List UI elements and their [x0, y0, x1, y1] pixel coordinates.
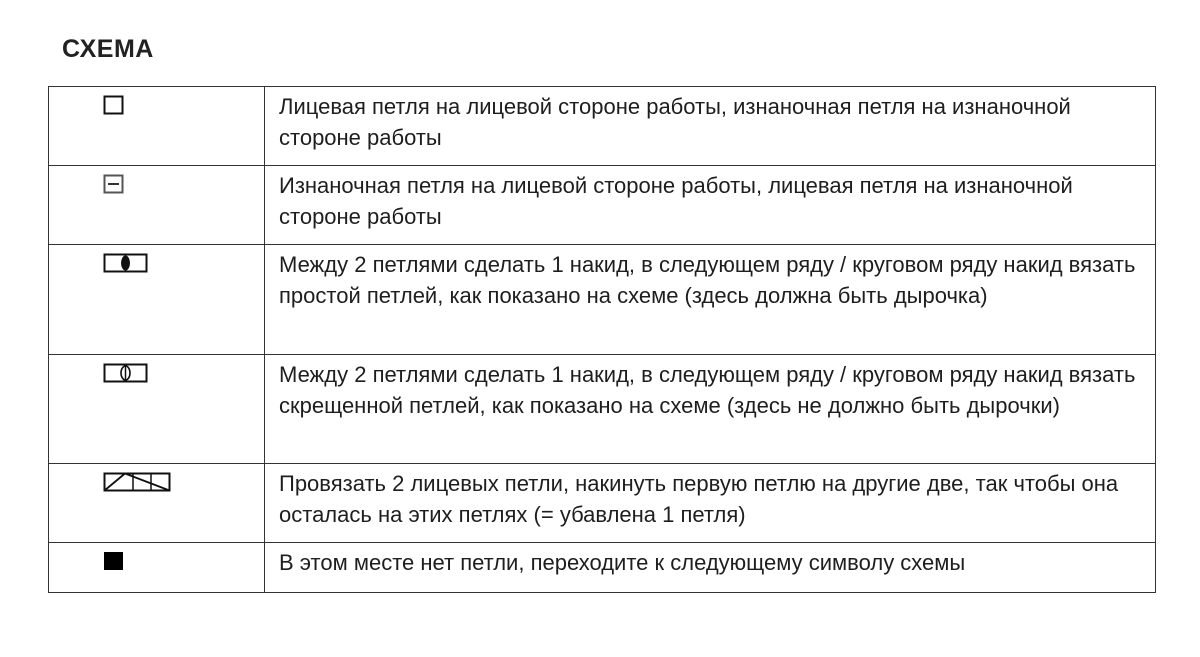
table-row — [49, 166, 1156, 245]
purl-stitch-square-icon — [49, 173, 264, 195]
symbol-cell — [49, 355, 265, 464]
yarn-over-twisted-icon — [49, 362, 264, 384]
table-row — [49, 245, 1156, 355]
symbol-cell — [49, 166, 265, 245]
description-cell: Провязать 2 лицевых петли, накинуть первую петлю на другие две, так чтобы она осталась на этих петлях (= убавлена 1 петля) — [265, 464, 1156, 543]
description-cell: Лицевая петля на лицевой стороне работы, изнаночная петля на изнаночной стороне работы — [265, 87, 1156, 166]
knit-stitch-square-icon — [49, 94, 264, 116]
description-cell: Изнаночная петля на лицевой стороне работы, лицевая петля на изнаночной стороне работы — [265, 166, 1156, 245]
table-row — [49, 355, 1156, 464]
description-cell: В этом месте нет петли, переходите к следующему символу схемы — [265, 543, 1156, 593]
symbol-cell — [49, 87, 265, 166]
decrease-pass-over-icon — [49, 471, 264, 493]
symbol-cell — [49, 543, 265, 593]
symbol-cell — [49, 245, 265, 355]
no-stitch-square-icon — [49, 550, 264, 572]
description-cell: Между 2 петлями сделать 1 накид, в следующем ряду / круговом ряду накид вязать простой петлей, как показано на схеме (здесь должна быть дырочка) — [265, 245, 1156, 355]
table-row — [49, 543, 1156, 593]
table-row — [49, 464, 1156, 543]
symbol-legend-table — [48, 86, 1156, 593]
description-cell: Между 2 петлями сделать 1 накид, в следующем ряду / круговом ряду накид вязать скрещенной петлей, как показано на схеме (здесь не должно быть дырочки) — [265, 355, 1156, 464]
page-title: СХЕМА — [62, 35, 154, 63]
symbol-cell — [49, 464, 265, 543]
yarn-over-hole-icon — [49, 252, 264, 274]
table-row — [49, 87, 1156, 166]
